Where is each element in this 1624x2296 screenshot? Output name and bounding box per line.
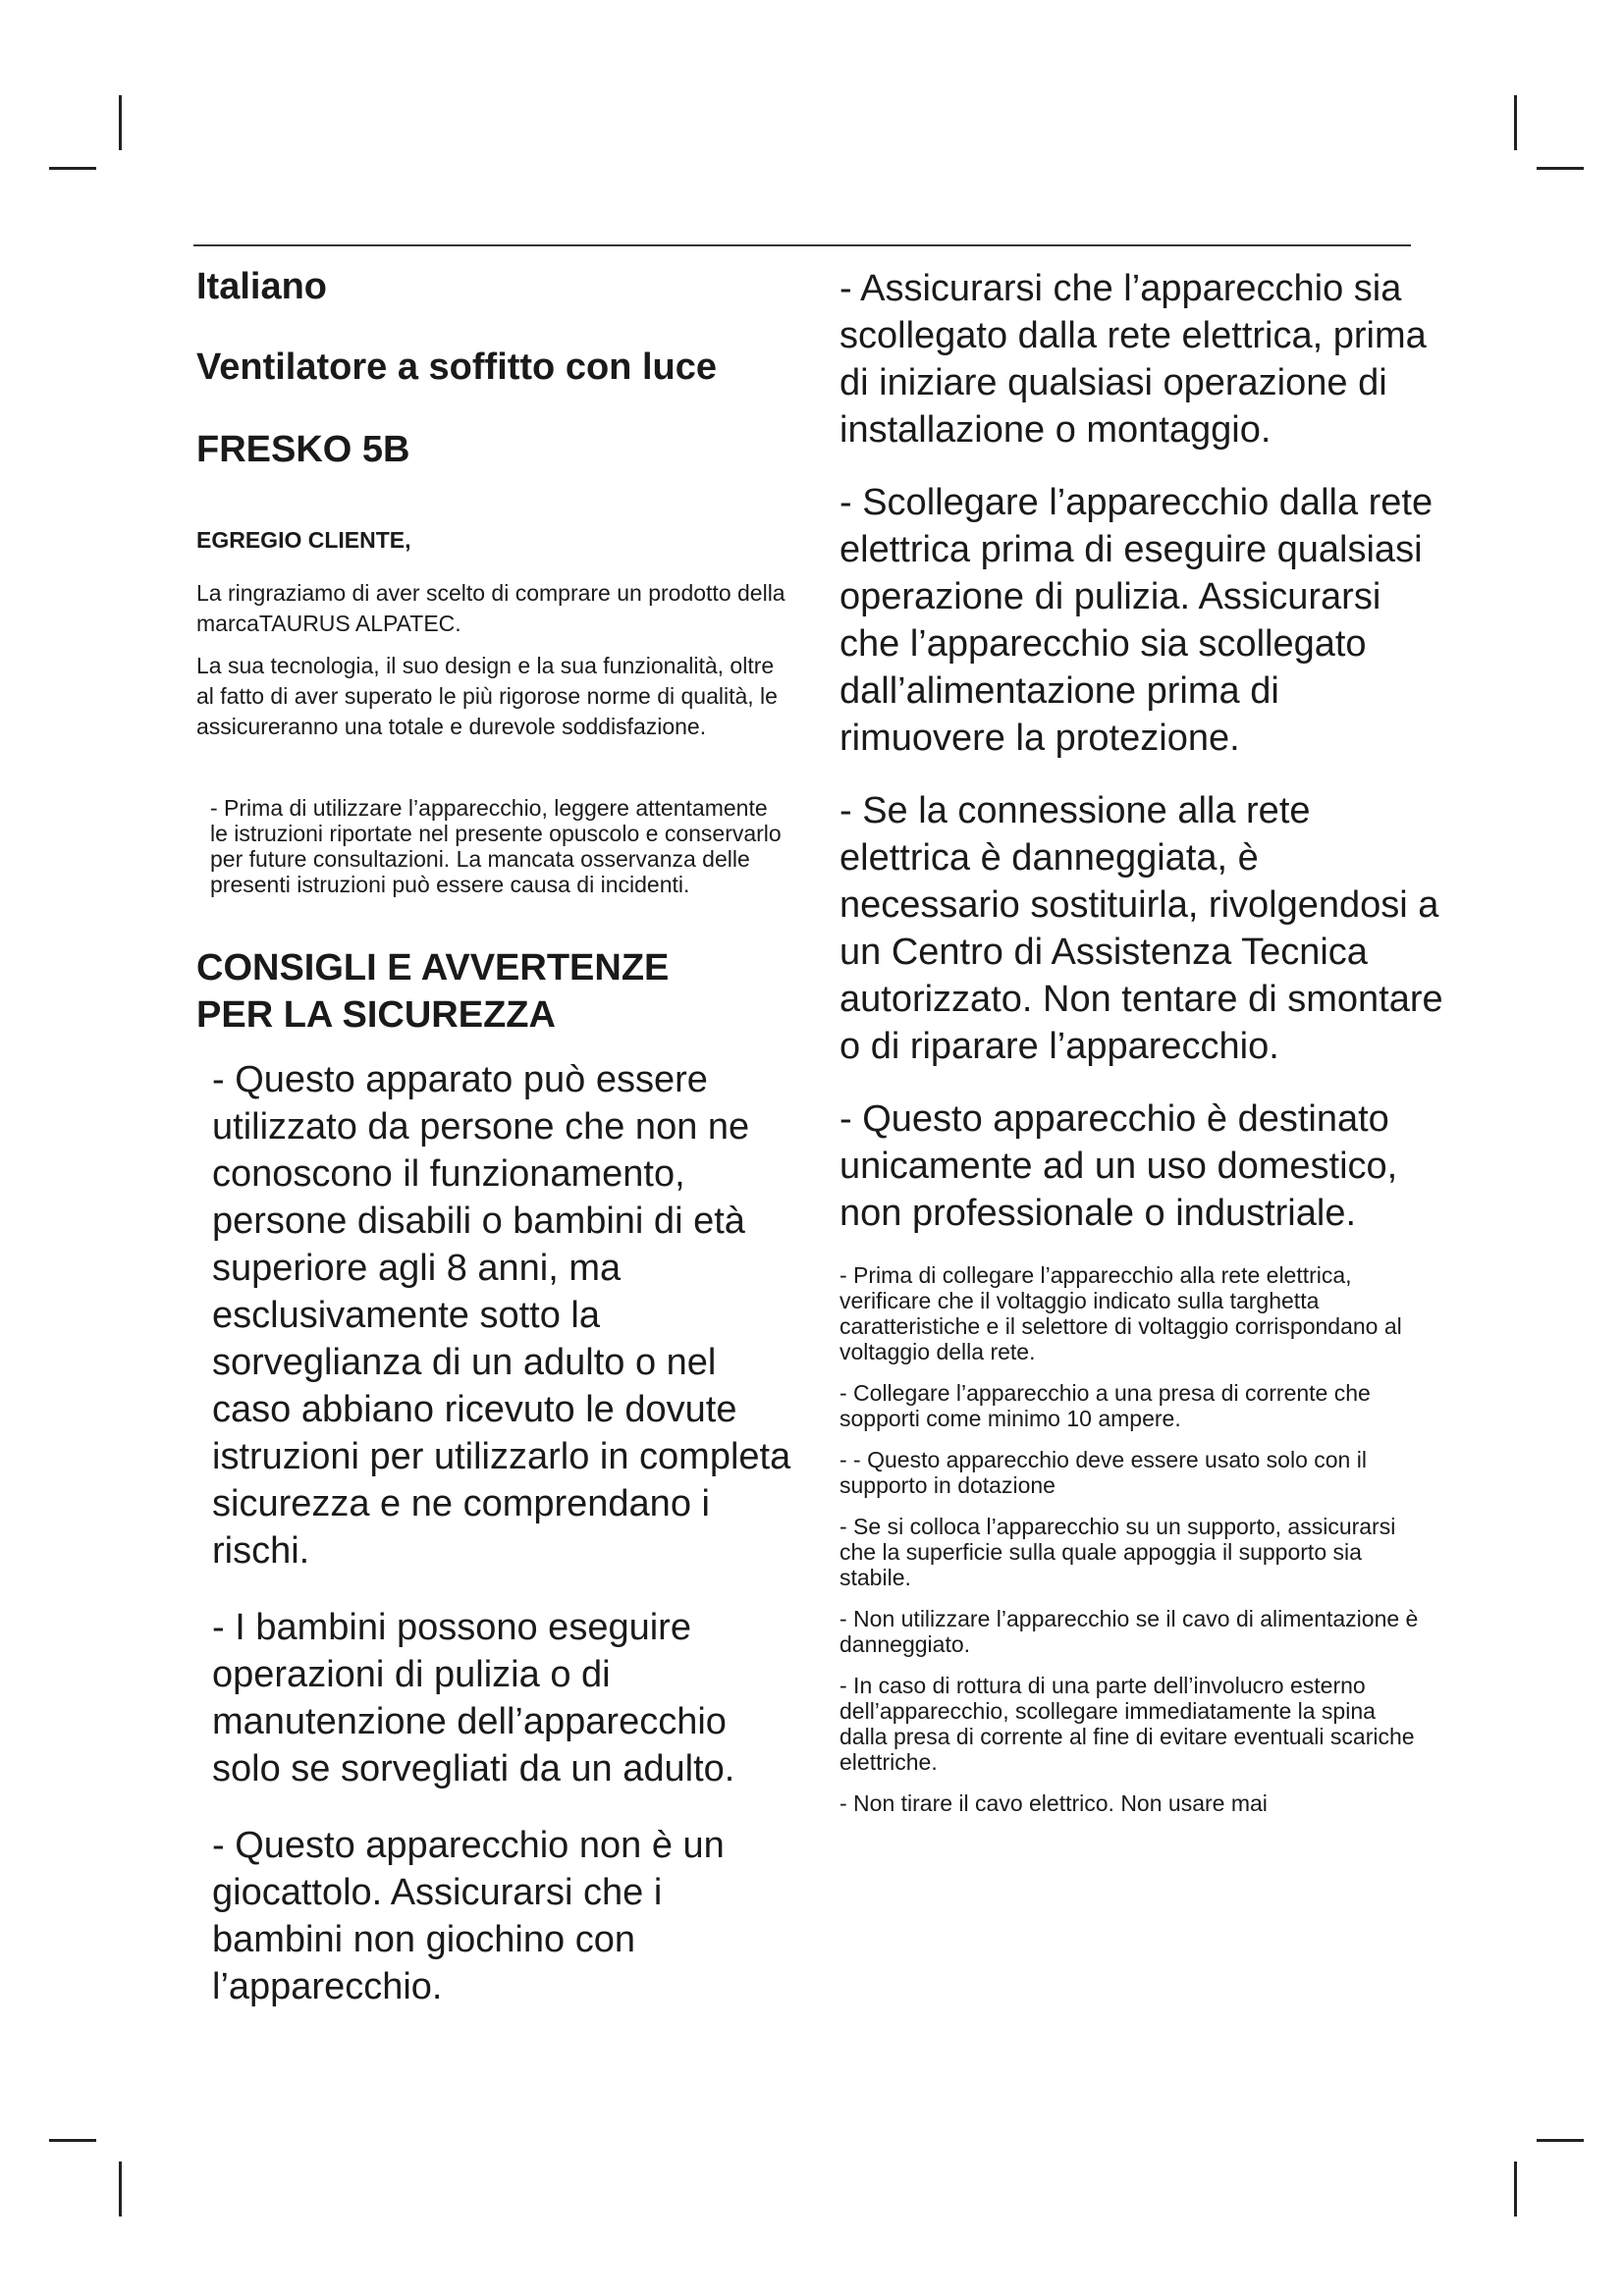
safety-item-small: - Se si colloca l’apparecchio su un supporto, assicurarsi che la superficie sulla quale appoggia il supporto sia stabile. [839, 1514, 1396, 1590]
safety-item: - Questo apparato può essere utilizzato da persone che non ne conoscono il funzionamento, persone disabili o bambini di età superiore agli 8 anni, ma esclusivamente sotto la sorveglianza di un adulto o nel caso abbiano ricevuto le dovute istruzioni per utilizzarlo in completa sicurezza e ne comprendano i rischi. [212, 1059, 791, 1572]
left-column [196, 265, 797, 2040]
safety-item: - I bambini possono eseguire operazioni di pulizia o di manutenzione dell’apparecchio solo se sorvegliati da un adulto. [212, 1607, 735, 1789]
safety-heading-line: CONSIGLI E AVVERTENZE [196, 947, 670, 988]
model-name: FRESKO 5B [196, 429, 410, 470]
safety-item-small: - In caso di rottura di una parte dell’involucro esterno dell’apparecchio, scollegare immediatamente la spina dalla presa di corrente al fine di evitare eventuali scariche elettriche. [839, 1673, 1415, 1775]
product-title: Ventilatore a soffitto con luce [196, 347, 717, 388]
language-heading: Italiano [196, 266, 328, 307]
crop-mark-top-right-vertical [1514, 95, 1517, 150]
safety-item: - Assicurarsi che l’apparecchio sia scollegato dalla rete elettrica, prima di iniziare qualsiasi operazione di installazione o montaggio. [839, 268, 1427, 451]
safety-heading [196, 944, 797, 1039]
safety-item-small: - Collegare l’apparecchio a una presa di corrente che sopporti come minimo 10 ampere. [839, 1380, 1371, 1431]
reading-note: - Prima di utilizzare l’apparecchio, leggere attentamente le istruzioni riportate nel presente opuscolo e conservarlo per future consultazioni. La mancata osservanza delle presenti istruzioni può essere causa di incidenti. [210, 795, 782, 897]
safety-item: - Questo apparecchio non è un giocattolo. Assicurarsi che i bambini non giochino con l’apparecchio. [212, 1825, 725, 2007]
crop-mark-top-left-horizontal [49, 167, 96, 170]
crop-mark-bottom-right-vertical [1514, 2162, 1517, 2216]
safety-item-small: - Non utilizzare l’apparecchio se il cavo di alimentazione è danneggiato. [839, 1606, 1419, 1657]
crop-mark-top-right-horizontal [1537, 167, 1584, 170]
intro-paragraph: La ringraziamo di aver scelto di comprare un prodotto della marcaTAURUS ALPATEC. [196, 580, 785, 636]
safety-item: - Se la connessione alla rete elettrica è danneggiata, è necessario sostituirla, rivolgendosi a un Centro di Assistenza Tecnica autorizzato. Non tentare di smontare o di riparare l’apparecchio. [839, 790, 1443, 1067]
right-column [839, 265, 1448, 1832]
header-rule [193, 244, 1411, 246]
crop-mark-top-left-vertical [119, 95, 122, 150]
crop-mark-bottom-right-horizontal [1537, 2139, 1584, 2142]
crop-mark-bottom-left-horizontal [49, 2139, 96, 2142]
safety-item-small: - Prima di collegare l’apparecchio alla rete elettrica, verificare che il voltaggio indicato sulla targhetta caratteristiche e il selettore di voltaggio corrispondano al voltaggio della rete. [839, 1262, 1402, 1364]
greeting: EGREGIO CLIENTE, [196, 527, 411, 553]
safety-item: - Scollegare l’apparecchio dalla rete elettrica prima di eseguire qualsiasi operazione di pulizia. Assicurarsi che l’apparecchio sia scollegato dall’alimentazione prima di rimuovere la protezione. [839, 482, 1434, 759]
intro-paragraph: La sua tecnologia, il suo design e la sua funzionalità, oltre al fatto di aver superato le più rigorose norme di qualità, le assicureranno una totale e durevole soddisfazione. [196, 653, 778, 739]
safety-item: - Questo apparecchio è destinato unicamente ad un uso domestico, non professionale o industriale. [839, 1098, 1398, 1234]
safety-heading-line: PER LA SICUREZZA [196, 994, 556, 1036]
crop-mark-bottom-left-vertical [119, 2162, 122, 2216]
safety-item-small: - Non tirare il cavo elettrico. Non usare mai [839, 1790, 1268, 1816]
safety-item-small: - - Questo apparecchio deve essere usato solo con il supporto in dotazione [839, 1447, 1367, 1498]
